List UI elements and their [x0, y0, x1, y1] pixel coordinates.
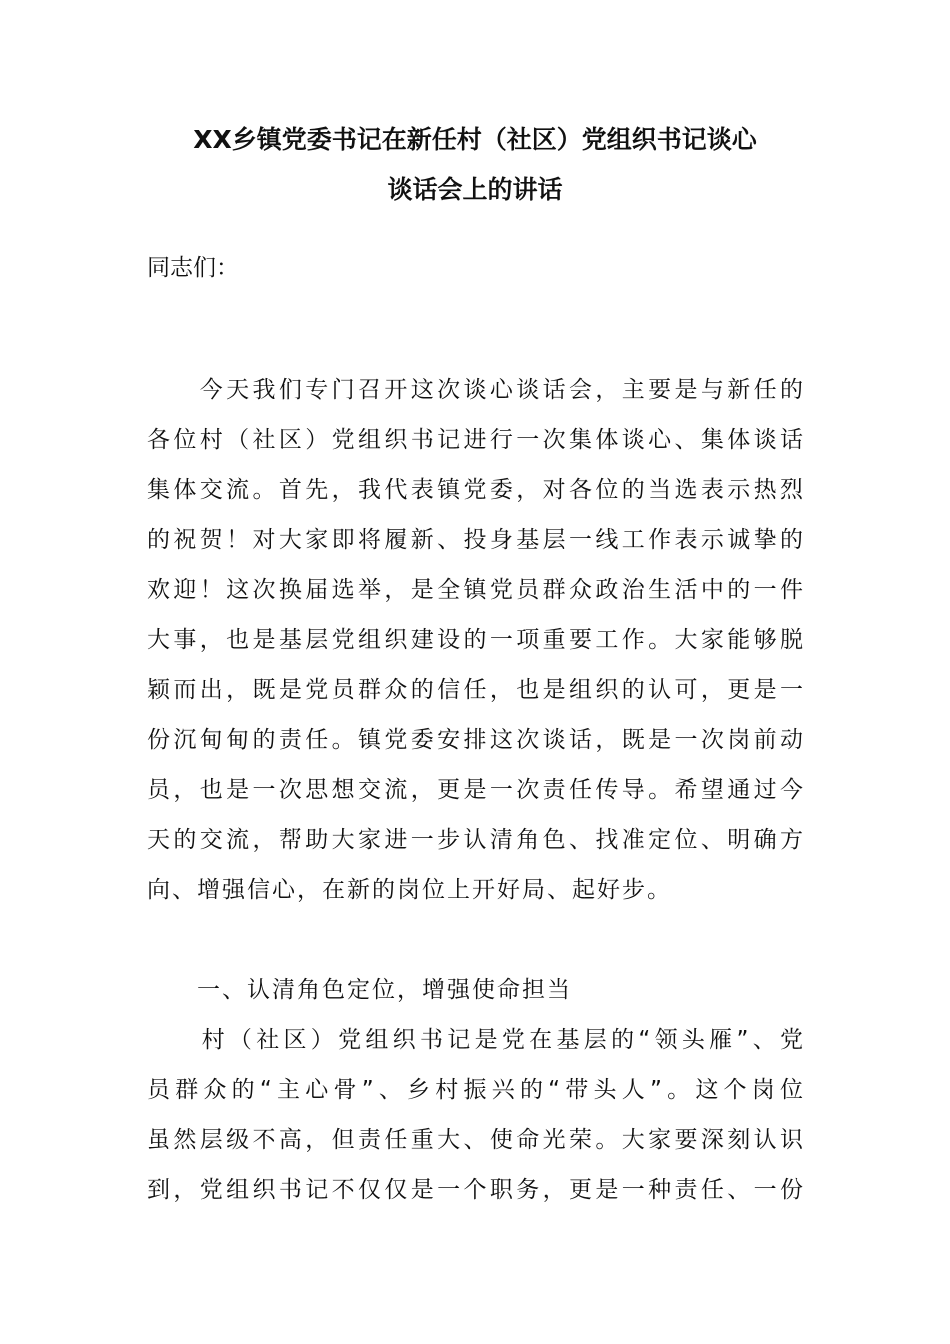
text-line: 的祝贺！对大家即将履新、投身基层一线工作表示诚挚的: [147, 527, 803, 553]
text-line: 今天我们专门召开这次谈心谈话会，主要是与新任的: [147, 377, 803, 403]
text-line: 虽然层级不高，但责任重大、使命光荣。大家要深刻认识: [147, 1127, 803, 1153]
text-line: 大事，也是基层党组织建设的一项重要工作。大家能够脱: [147, 627, 803, 653]
text-line: 到，党组织书记不仅仅是一个职务，更是一种责任、一份: [147, 1177, 803, 1203]
text-line: 各位村（社区）党组织书记进行一次集体谈心、集体谈话: [147, 427, 803, 453]
document-title-line-2: 谈话会上的讲话: [387, 175, 563, 204]
text-line: 欢迎！这次换届选举，是全镇党员群众政治生活中的一件: [147, 577, 803, 603]
text-line: 天的交流，帮助大家进一步认清角色、找准定位、明确方: [147, 827, 803, 853]
text-line: 向、增强信心，在新的岗位上开好局、起好步。: [147, 877, 672, 903]
text-line: 集体交流。首先，我代表镇党委，对各位的当选表示热烈: [147, 477, 803, 503]
text-line: 颖而出，既是党员群众的信任，也是组织的认可，更是一: [147, 677, 803, 703]
text-line: 份沉甸甸的责任。镇党委安排这次谈话，既是一次岗前动: [147, 727, 803, 753]
section-heading: 一、认清角色定位，增强使命担当: [147, 977, 572, 1003]
document-title-line-1: XX乡镇党委书记在新任村（社区）党组织书记谈心: [193, 125, 757, 154]
text-line: 员群众的“主心骨”、乡村振兴的“带头人”。这个岗位: [147, 1077, 803, 1103]
text-line: 村（社区）党组织书记是党在基层的“领头雁”、党: [147, 1027, 803, 1053]
salutation: 同志们：: [147, 255, 239, 281]
text-line: 员，也是一次思想交流，更是一次责任传导。希望通过今: [147, 777, 803, 803]
